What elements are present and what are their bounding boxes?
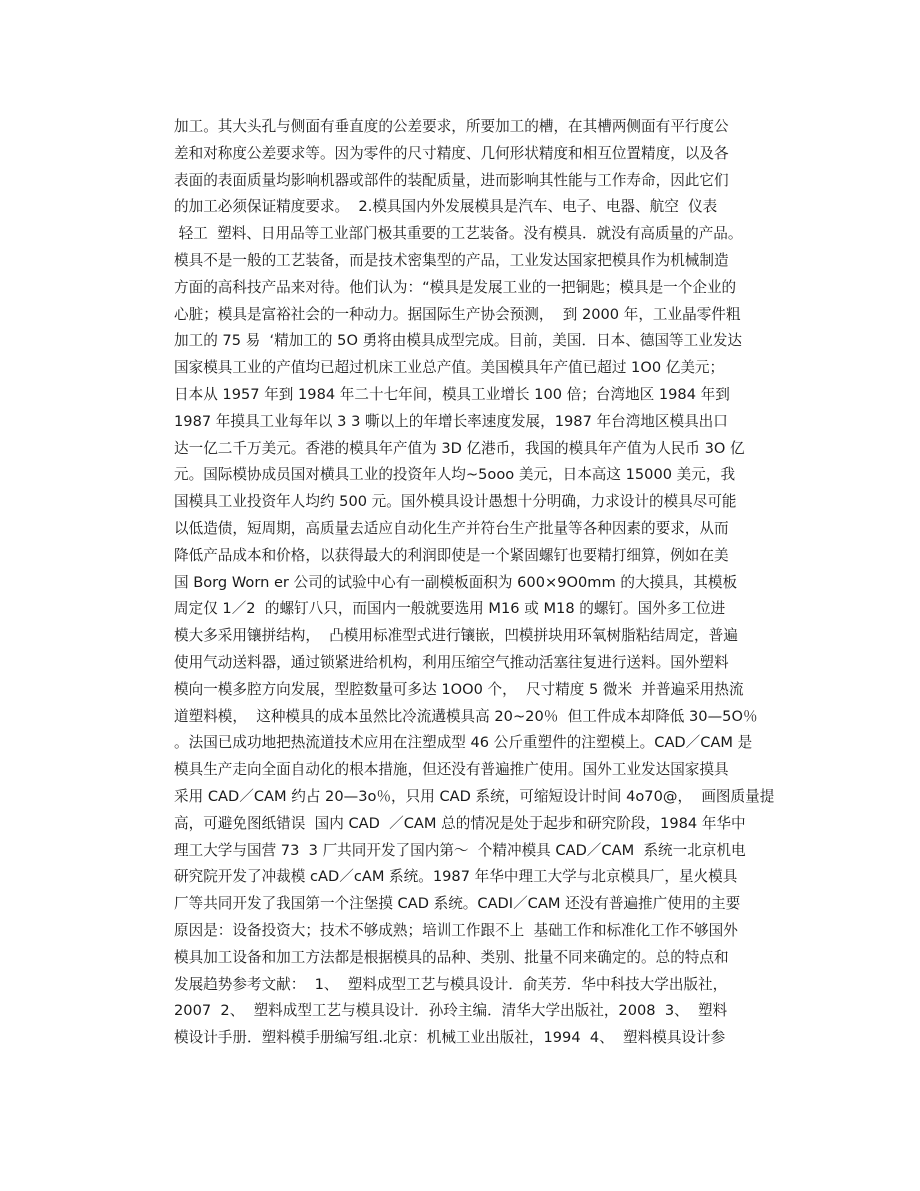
text-line: 模具生产走向全面自动化的根本措施，但还没有普遍推广使用。国外工业发达国家摸具 <box>174 761 729 779</box>
text-line: 模设计手册．塑料模手册编写组.北京：机械工业出版社，1994 4、 塑料模具设计参 <box>174 1029 726 1047</box>
text-line: 研究院开发了冲裁模 cAD／cAM 系统。1987 年华中理工大学与北京模具厂，星火模具 <box>174 868 738 886</box>
text-line: 。法国已成功地把热流道技术应用在注塑成型 46 公斤重塑件的注塑模上。CAD／CAM 是 <box>174 734 753 752</box>
text-line: 周定仅 1／2 的螺钉八只，而国内一般就要选用 M16 或 M18 的螺钉。国外多工位进 <box>174 600 726 618</box>
text-line: 模具加工设备和加工方法都是根据模具的品种、类别、批量不同来确定的。总的特点和 <box>174 948 729 966</box>
text-line: 的加工必须保证精度要求。 2.模具国内外发展模具是汽车、电子、电器、航空 仪表 <box>174 198 718 216</box>
text-line: 国家模具工业的产值均已超过机床工业总产值。美国模具年产值已超过 1O0 亿美元； <box>174 359 725 377</box>
text-line: 厂等共同开发了我国第一个注堡摸 CAD 系统。CADI／CAM 还没有普遍推广使用的主要 <box>174 895 741 913</box>
text-line: 理工大学与国营 73 3 厂共同开发了国内第～ 个精冲模具 CAD／CAM 系统一北京机电 <box>174 841 746 859</box>
text-line: 国模具工业投资年人均约 500 元。国外模具设计愚想十分明确，力求设计的模具尽可能 <box>174 493 737 511</box>
text-line: 以低造债，短周期，高质量去适应自动化生产并符台生产批量等各种因素的要求，从而 <box>174 519 729 537</box>
text-line: 使用气动送料器，通过锁紧进给机构，利用压缩空气推动活塞往复进行送料。国外塑料 <box>174 653 729 671</box>
text-line: 模具不是一般的工艺装备，而是技术密集型的产品，工业发达国家把模具作为机械制造 <box>174 251 729 269</box>
text-line: 模向一模多腔方向发展，型腔数量可多达 1OO0 个， 尺寸精度 5 微米 并普遍采用热流 <box>174 680 744 698</box>
text-line: 轻工 塑料、日用品等工业部门极其重要的工艺装备。没有模具．就没有高质量的产品。 <box>174 225 743 243</box>
text-line: 2007 2、 塑料成型工艺与模具设计．孙玲主编．清华大学出版社，2008 3、 塑料 <box>174 1002 728 1020</box>
text-line: 发展趋势参考文献： 1、 塑料成型工艺与模具设计．俞芙芳．华中科技大学出版社， <box>174 975 728 993</box>
body-text <box>174 114 784 1052</box>
text-line: 道塑料模， 这种模具的成本虽然比冷流遘模具高 20~20％ 但工件成本却降低 30—5O％ <box>174 707 758 725</box>
text-line: 元。国际模协成员国对横具工业的投资年人均~5ooo 美元，日本高这 15000 美元，我 <box>174 466 736 484</box>
text-line: 表面的表面质量均影响机器或部件的装配质量，进而影响其性能与工作寿命，因此它们 <box>174 171 729 189</box>
text-line: 加工的 75 易 ‘精加工的 5O 勇将由模具成型完成。目前，美国．日本、德国等工业发达 <box>174 332 743 350</box>
text-line: 加工。其大头孔与侧面有垂直度的公差要求，所要加工的槽，在其槽两侧面有平行度公 <box>174 118 729 135</box>
text-line: 达一亿二千万美元。香港的模具年产值为 3D 亿港币，我国的模具年产值为人民币 3O 亿 <box>174 439 745 457</box>
text-line: 采用 CAD／CAM 约占 20—3o％，只用 CAD 系统，可缩短设计时间 4o70@， 画图质量提 <box>174 787 775 805</box>
text-line: 原因是：设备投资大；技术不够成熟；培训工作跟不上 基础工作和标准化工作不够国外 <box>174 921 738 939</box>
text-line: 降低产品成本和价格，以获得最大的利润即使是一个紧固螺钉也要精打细算，例如在美 <box>174 546 729 564</box>
text-line: 方面的高科技产品来对待。他们认为：“模具是发展工业的一把铜匙；模具是一个企业的 <box>174 278 737 296</box>
text-line: 1987 年摸具工业每年以 3 3 嘶以上的年增长率速度发展，1987 年台湾地区模具出口 <box>174 412 728 430</box>
text-line: 差和对称度公差要求等。因为零件的尺寸精度、几何形状精度和相互位置精度，以及各 <box>174 144 729 162</box>
text-line: 国 Borg Worn er 公司的试验中心有一副模板面积为 600×9O0mm 的大摸具，其模板 <box>174 573 738 591</box>
text-line: 高，可避免图纸错误 国内 CAD ／CAM 总的情况是处于起步和研究阶段，1984 年华中 <box>174 814 746 832</box>
text-line: 模大多采用镶拼结构， 凸模用标准型式进行镶嵌，凹模拼块用环氧树脂粘结周定，普遍 <box>174 627 738 645</box>
text-line: 日本从 1957 年到 1984 年二十七年间，模具工业增长 100 倍；台湾地区 1984 年到 <box>174 385 730 403</box>
text-line: 心脏；模具是富裕社会的一种动力。据国际生产协会预测， 到 2000 年，工业晶零件粗 <box>174 305 741 323</box>
